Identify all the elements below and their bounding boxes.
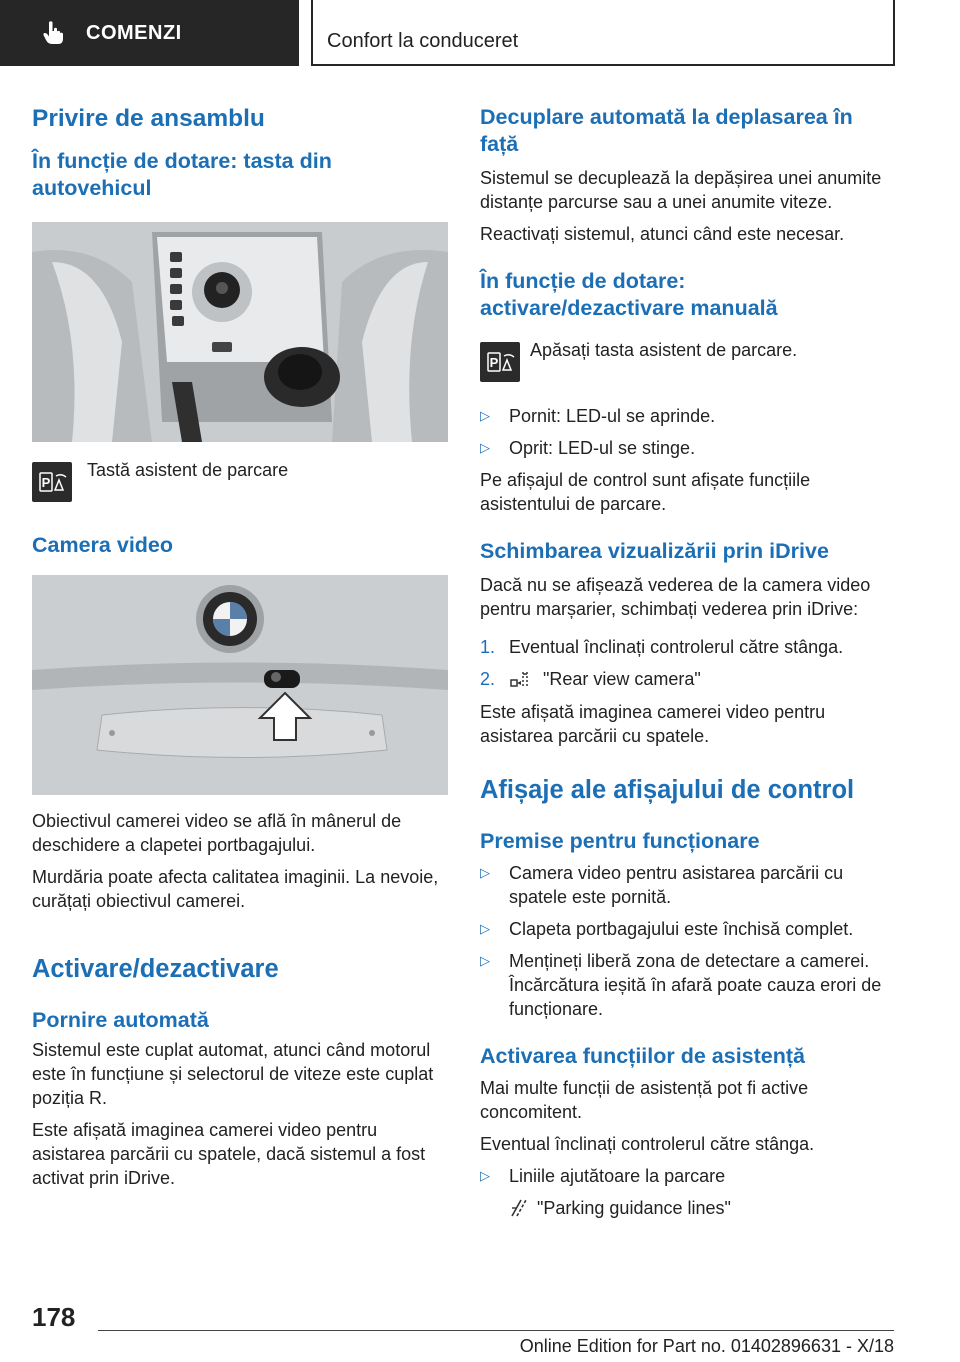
prereq-bullet-text: Mențineți liberă zona de detectare a camerei. Încărcătura ieșită în afară poate cauza erori de funcționare. — [509, 951, 882, 1019]
heading-button: În funcție de dotare: tasta din autovehicul — [32, 149, 332, 200]
assist-bullet-text: Liniile ajutătoare la parcare — [509, 1166, 726, 1186]
step-text: Eventual înclinați controlerul către stânga. — [509, 637, 844, 657]
heading-assist: Activarea funcțiilor de asistență — [480, 1044, 805, 1068]
manual-bullet — [480, 404, 894, 428]
heading-display: Afișaje ale afișajului de control — [480, 776, 855, 804]
parking-assist-button-icon — [32, 462, 72, 502]
prereq-bullet — [480, 917, 894, 941]
parking-guidance-lines-icon — [509, 1198, 529, 1218]
step-number: 2. — [480, 669, 496, 689]
triangle-bullet-icon: ▷ — [480, 440, 490, 455]
auto-off-paragraph-2: Reactivați sistemul, atunci când este necesar. — [480, 224, 845, 244]
camera-photo — [32, 575, 448, 795]
heading-manual: În funcție de dotare: activare/dezactivare manuală — [480, 269, 778, 320]
svg-text:P: P — [489, 355, 499, 370]
heading-prereq: Premise pentru funcționare — [480, 829, 760, 853]
button-caption: Tastă asistent de parcare — [87, 460, 289, 480]
heading-camera: Camera video — [32, 533, 174, 557]
heading-auto-start: Pornire automată — [32, 1008, 209, 1032]
auto-start-paragraph-1: Sistemul este cuplat automat, atunci când motorul este în funcțiune și selectorul de viteze este cuplat poziția R. — [32, 1040, 434, 1108]
chapter-box — [311, 0, 895, 66]
step-text: "Rear view camera" — [543, 669, 701, 689]
manual-row — [480, 342, 894, 382]
triangle-bullet-icon: ▷ — [480, 408, 490, 423]
triangle-bullet-icon: ▷ — [480, 1168, 490, 1183]
heading-overview: Privire de ansamblu — [32, 105, 265, 132]
switch-paragraph: Dacă nu se afișează vederea de la camera video pentru marșarier, schimbați vederea prin iDrive: — [480, 575, 871, 619]
switch-paragraph-2: Este afișată imaginea camerei video pentru asistarea parcării cu spatele. — [480, 702, 826, 746]
parking-assist-button-icon — [480, 342, 520, 382]
manual-text: Apăsați tasta asistent de parcare. — [530, 340, 798, 360]
heading-auto-off: Decuplare automată la deplasarea în față — [480, 105, 853, 156]
auto-off-paragraph-1: Sistemul se decuplează la depășirea unei anumite distanțe parcurse sau a unei anumite viteze. — [480, 168, 882, 212]
heading-activation: Activare/dezactivare — [32, 955, 279, 983]
heading-switch: Schimbarea vizualizării prin iDrive — [480, 539, 829, 563]
switch-step — [480, 667, 894, 692]
assist-sub-row — [509, 1196, 894, 1220]
switch-step — [480, 635, 894, 659]
button-caption-row — [32, 462, 448, 502]
assist-paragraph-2: Eventual înclinați controlerul către stânga. — [480, 1134, 815, 1154]
console-illustration — [32, 222, 448, 442]
section-label: COMENZI — [86, 21, 182, 44]
console-photo — [32, 222, 448, 442]
edition-text: Online Edition for Part no. 01402896631 - X/18 — [519, 1336, 894, 1356]
section-tab[interactable] — [0, 0, 299, 66]
manual-bullet — [480, 436, 894, 460]
prereq-bullet — [480, 949, 894, 1021]
chapter-label: Confort la conduceret — [327, 30, 519, 52]
manual-bullet-text: Pornit: LED-ul se aprinde. — [509, 406, 716, 426]
step-number: 1. — [480, 637, 496, 657]
hand-pointer-icon — [40, 19, 68, 47]
left-column — [32, 96, 448, 1190]
manual-paragraph: Pe afișajul de control sunt afișate funcțiile asistentului de parcare. — [480, 470, 811, 514]
tailgate-illustration — [32, 575, 448, 795]
assist-paragraph-1: Mai multe funcții de asistență pot fi active concomitent. — [480, 1078, 809, 1122]
auto-start-paragraph-2: Este afișată imaginea camerei video pentru asistarea parcării cu spatele, dacă sistemul a fost activat prin iDrive. — [32, 1120, 426, 1188]
assist-sub-text: "Parking guidance lines" — [537, 1198, 731, 1218]
rear-view-camera-icon — [509, 668, 533, 692]
prereq-bullet-text: Clapeta portbagajului este închisă complet. — [509, 919, 854, 939]
manual-bullet-text: Oprit: LED-ul se stinge. — [509, 438, 696, 458]
right-column — [480, 96, 894, 1220]
triangle-bullet-icon: ▷ — [480, 953, 490, 968]
prereq-bullet-text: Camera video pentru asistarea parcării cu spatele este pornită. — [509, 863, 844, 907]
prereq-bullet — [480, 861, 894, 909]
footer-divider — [98, 1330, 894, 1331]
page-number: 178 — [32, 1302, 76, 1332]
triangle-bullet-icon: ▷ — [480, 865, 490, 880]
triangle-bullet-icon: ▷ — [480, 921, 490, 936]
assist-bullet — [480, 1164, 894, 1188]
svg-text:P: P — [41, 475, 51, 490]
camera-paragraph-1: Obiectivul camerei video se află în mânerul de deschidere a clapetei portbagajului. — [32, 811, 402, 855]
camera-paragraph-2: Murdăria poate afecta calitatea imaginii. La nevoie, curățați obiectivul camerei. — [32, 867, 439, 911]
